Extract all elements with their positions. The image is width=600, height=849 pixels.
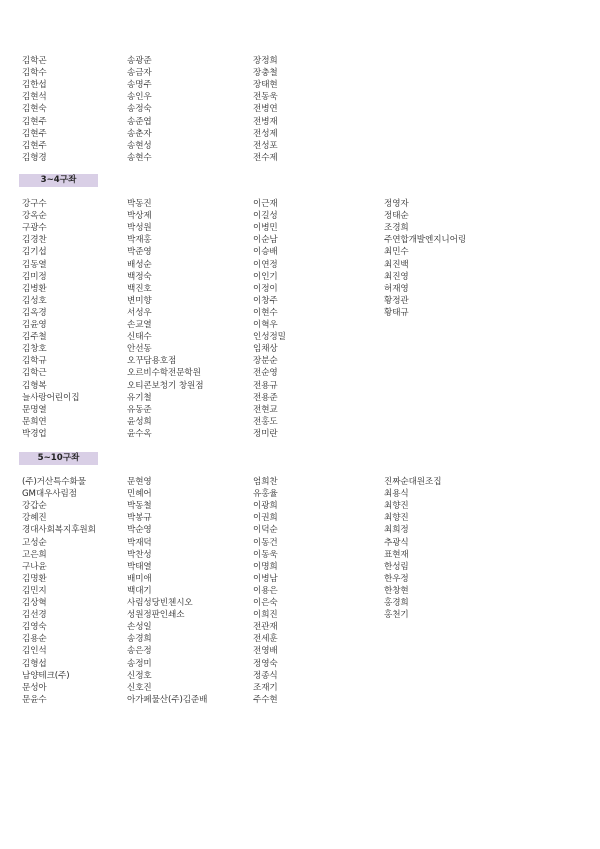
- donor-row: [0, 152, 600, 164]
- donor-name: 정미란: [253, 428, 278, 439]
- donor-name: 이길성: [253, 211, 278, 222]
- donor-name: 송명주: [127, 80, 152, 91]
- section-title: 5~10구좌: [37, 453, 80, 463]
- donor-name: 전용준: [253, 392, 278, 403]
- donor-row: [0, 621, 600, 633]
- donor-name: 백대기: [127, 585, 152, 596]
- donor-name: 홍경희: [384, 598, 409, 608]
- donor-name: 김현주: [22, 140, 47, 151]
- donor-name: 문명열: [22, 404, 47, 415]
- donor-name: 전성제: [253, 128, 278, 139]
- donor-name: 변미향: [127, 295, 152, 306]
- donor-name: 김학곤: [22, 56, 47, 66]
- donor-name: 이인기: [253, 271, 278, 282]
- donor-name: 윤수옥: [127, 428, 152, 439]
- donor-row: [0, 694, 600, 706]
- donor-name: 김주철: [22, 332, 47, 343]
- donor-row: [0, 524, 600, 536]
- donor-name: 전홍도: [253, 416, 278, 427]
- donor-name: 송현성: [127, 140, 152, 151]
- donor-name: 김창호: [22, 344, 47, 355]
- donor-name: 사림성당빈첸시오: [127, 598, 193, 608]
- donor-row: [0, 295, 600, 307]
- donor-name: 이창주: [253, 295, 278, 306]
- donor-name: 박재홍: [127, 235, 152, 246]
- donor-name: 송금자: [127, 68, 152, 79]
- donor-name: 김옥경: [22, 307, 47, 318]
- donor-name: 유홍율: [253, 489, 278, 500]
- donor-row: [0, 246, 600, 258]
- donor-name: 강구수: [22, 199, 47, 209]
- donor-name: 인성정밀: [253, 332, 286, 343]
- donor-name: 송춘자: [127, 128, 152, 139]
- donor-name: 진짜순대원조집: [384, 477, 442, 487]
- donor-name: 최희정: [384, 525, 409, 536]
- donor-name: 전현교: [253, 404, 278, 415]
- donor-name: 성원정판인쇄소: [127, 610, 185, 621]
- donor-row: [0, 222, 600, 234]
- donor-name: 송경희: [127, 634, 152, 645]
- donor-row: [0, 210, 600, 222]
- donor-name: 유기철: [127, 392, 152, 403]
- donor-name: 장분순: [253, 356, 278, 367]
- donor-name: 장충철: [253, 68, 278, 79]
- donor-row: [0, 331, 600, 343]
- donor-row: [0, 476, 600, 488]
- donor-name: 서성우: [127, 307, 152, 318]
- donor-name: 박순영: [127, 525, 152, 536]
- donor-name: 최용식: [384, 489, 409, 500]
- donor-name: 김명환: [22, 573, 47, 584]
- donor-name: 김선경: [22, 610, 47, 621]
- donor-row: [0, 609, 600, 621]
- donor-name: 백정숙: [127, 271, 152, 282]
- donor-name: 이순남: [253, 235, 278, 246]
- donor-name: 송현수: [127, 152, 152, 163]
- donor-name: 전병연: [253, 104, 278, 115]
- donor-name: 이광희: [253, 501, 278, 512]
- donor-name: 이현수: [253, 307, 278, 318]
- donor-row: [0, 307, 600, 319]
- donor-name: 배미애: [127, 573, 152, 584]
- donor-row: [0, 404, 600, 416]
- donor-row: [0, 670, 600, 682]
- donor-name: 김한섭: [22, 80, 47, 91]
- donor-row: [0, 597, 600, 609]
- donor-row: [0, 658, 600, 670]
- donor-row: [0, 67, 600, 79]
- donor-row: [0, 319, 600, 331]
- donor-name: 문성아: [22, 682, 47, 693]
- donor-name: 구나윤: [22, 561, 47, 572]
- donor-name: 전동욱: [253, 92, 278, 103]
- donor-name: 김형복: [22, 380, 47, 391]
- donor-name: 김학근: [22, 368, 47, 379]
- donor-name: 김형경: [22, 152, 47, 163]
- donor-name: 김상혁: [22, 598, 47, 608]
- donor-name: 이병민: [253, 223, 278, 234]
- donor-row: [0, 198, 600, 210]
- donor-name: 전영배: [253, 646, 278, 657]
- donor-name: 정태순: [384, 211, 409, 222]
- donor-name: 김기섭: [22, 247, 47, 258]
- donor-name: 박상제: [127, 211, 152, 222]
- donor-row: [0, 271, 600, 283]
- donor-name: 송정미: [127, 658, 152, 669]
- donor-name: 신호진: [127, 682, 152, 693]
- donor-name: 이정이: [253, 283, 278, 294]
- donor-row: [0, 103, 600, 115]
- donor-row: [0, 633, 600, 645]
- donor-name: 주수현: [253, 694, 278, 705]
- donor-name: 엄희찬: [253, 477, 278, 487]
- donor-name: 최민수: [384, 247, 409, 258]
- donor-name: 이연정: [253, 259, 278, 270]
- donor-name: 손교열: [127, 320, 152, 330]
- donor-name: 최진백: [384, 259, 409, 270]
- donor-name: 최진영: [384, 271, 409, 282]
- donor-name: 이명희: [253, 561, 278, 572]
- donor-name: 박경업: [22, 428, 47, 439]
- donor-name: 신정호: [127, 670, 152, 681]
- donor-name: 김영숙: [22, 622, 47, 633]
- donor-row: [0, 392, 600, 404]
- donor-name: 전세훈: [253, 634, 278, 645]
- donor-row: [0, 79, 600, 91]
- donor-name: 장정희: [253, 56, 278, 66]
- donor-name: 박동진: [127, 199, 152, 209]
- donor-name: 박성원: [127, 223, 152, 234]
- donor-name: 신태수: [127, 332, 152, 343]
- donor-name: 문윤수: [22, 694, 47, 705]
- donor-name: 황태규: [384, 307, 409, 318]
- donor-name: 김미정: [22, 271, 47, 282]
- donor-name: 김현숙: [22, 104, 47, 115]
- section-header-3-4: [19, 174, 98, 187]
- donor-name: 이혁우: [253, 320, 278, 330]
- donor-name: 강갑순: [22, 501, 47, 512]
- donor-name: 민혜어: [127, 489, 152, 500]
- donor-name: 김현석: [22, 92, 47, 103]
- donor-name: 표현재: [384, 549, 409, 560]
- donor-name: 황정관: [384, 295, 409, 306]
- donor-name: 아가페물산(주)김준배: [127, 694, 208, 705]
- donor-name: 최향진: [384, 501, 409, 512]
- donor-name: 박봉규: [127, 513, 152, 524]
- donor-row: [0, 585, 600, 597]
- donor-name: 박태열: [127, 561, 152, 572]
- donor-name: 강혜진: [22, 513, 47, 524]
- donor-row: [0, 500, 600, 512]
- donor-row: [0, 343, 600, 355]
- donor-name: 송은정: [127, 646, 152, 657]
- section-title: 3~4구좌: [40, 175, 77, 185]
- donor-name: 이병남: [253, 573, 278, 584]
- donor-name: 이근재: [253, 199, 278, 209]
- donor-name: 박준영: [127, 247, 152, 258]
- donor-name: 김윤영: [22, 320, 47, 330]
- donor-name: 송준엽: [127, 116, 152, 127]
- donor-name: 고은희: [22, 549, 47, 560]
- donor-name: 이권희: [253, 513, 278, 524]
- donor-name: 김동열: [22, 259, 47, 270]
- donor-name: 박찬성: [127, 549, 152, 560]
- donor-row: [0, 549, 600, 561]
- donor-name: 장태현: [253, 80, 278, 91]
- donor-name: 김성호: [22, 295, 47, 306]
- section-header-5-10: [19, 452, 98, 465]
- donor-name: 조재기: [253, 682, 278, 693]
- donor-name: 박동철: [127, 501, 152, 512]
- donor-name: 송광준: [127, 56, 152, 66]
- donor-name: 전성포: [253, 140, 278, 151]
- donor-name: 이덕순: [253, 525, 278, 536]
- donor-name: 김경찬: [22, 235, 47, 246]
- donor-name: 전용규: [253, 380, 278, 391]
- donor-name: 홍천기: [384, 610, 409, 621]
- donor-name: 오르비수학전문학원: [127, 368, 201, 379]
- donor-name: 주연합개발엔지니어링: [384, 235, 467, 246]
- donor-name: 허재영: [384, 283, 409, 294]
- donor-name: 오티콘보청기 창원점: [127, 380, 204, 391]
- donor-row: [0, 682, 600, 694]
- donor-name: 임채상: [253, 344, 278, 355]
- donor-name: 김용순: [22, 634, 47, 645]
- donor-row: [0, 128, 600, 140]
- donor-name: 윤성희: [127, 416, 152, 427]
- donor-name: 유동준: [127, 404, 152, 415]
- donor-name: 배성순: [127, 259, 152, 270]
- donor-name: 전순영: [253, 368, 278, 379]
- donor-name: 정영자: [384, 199, 409, 209]
- donor-name: (주)거산특수화물: [22, 477, 86, 487]
- donor-name: 한우정: [384, 573, 409, 584]
- donor-row: [0, 140, 600, 152]
- donor-name: 김병환: [22, 283, 47, 294]
- donor-name: 이희진: [253, 610, 278, 621]
- donor-row: [0, 573, 600, 585]
- donor-name: 백진호: [127, 283, 152, 294]
- donor-name: 이동욱: [253, 549, 278, 560]
- donor-name: 김형섭: [22, 658, 47, 669]
- donor-row: [0, 561, 600, 573]
- donor-row: [0, 259, 600, 271]
- donor-name: 늘사랑어린이집: [22, 392, 80, 403]
- donor-row: [0, 283, 600, 295]
- donor-name: 김민지: [22, 585, 47, 596]
- donor-row: [0, 428, 600, 440]
- donor-name: 최향진: [384, 513, 409, 524]
- donor-row: [0, 91, 600, 103]
- donor-row: [0, 55, 600, 67]
- donor-name: 이은숙: [253, 598, 278, 608]
- donor-name: 김인석: [22, 646, 47, 657]
- donor-name: 이용은: [253, 585, 278, 596]
- donor-name: 추광식: [384, 537, 409, 548]
- donor-row: [0, 512, 600, 524]
- donor-name: GM대우사림점: [22, 489, 77, 500]
- donor-row: [0, 234, 600, 246]
- donor-name: 한성림: [384, 561, 409, 572]
- donor-name: 정종식: [253, 670, 278, 681]
- donor-row: [0, 537, 600, 549]
- donor-name: 안선동: [127, 344, 152, 355]
- donor-name: 김현주: [22, 128, 47, 139]
- donor-name: 남양테크(주): [22, 670, 70, 681]
- donor-name: 문희연: [22, 416, 47, 427]
- donor-row: [0, 116, 600, 128]
- donor-name: 전수제: [253, 152, 278, 163]
- donor-name: 송인우: [127, 92, 152, 103]
- donor-name: 고성순: [22, 537, 47, 548]
- donor-row: [0, 380, 600, 392]
- donor-name: 전병재: [253, 116, 278, 127]
- donor-row: [0, 416, 600, 428]
- donor-name: 전관재: [253, 622, 278, 633]
- donor-name: 김현주: [22, 116, 47, 127]
- donor-name: 송정숙: [127, 104, 152, 115]
- donor-name: 이승배: [253, 247, 278, 258]
- donor-name: 손성일: [127, 622, 152, 633]
- donor-name: 박재덕: [127, 537, 152, 548]
- donor-row: [0, 355, 600, 367]
- donor-name: 김학규: [22, 356, 47, 367]
- donor-name: 이동건: [253, 537, 278, 548]
- donor-name: 오꾸담용호점: [127, 356, 177, 367]
- donor-name: 문현영: [127, 477, 152, 487]
- donor-row: [0, 488, 600, 500]
- donor-row: [0, 645, 600, 657]
- donor-name: 한창현: [384, 585, 409, 596]
- donor-name: 강옥순: [22, 211, 47, 222]
- donor-name: 경대사회복지후원회: [22, 525, 96, 536]
- donor-name: 조경희: [384, 223, 409, 234]
- donor-name: 구광수: [22, 223, 47, 234]
- donor-row: [0, 367, 600, 379]
- donor-name: 정영숙: [253, 658, 278, 669]
- donor-name: 김학수: [22, 68, 47, 79]
